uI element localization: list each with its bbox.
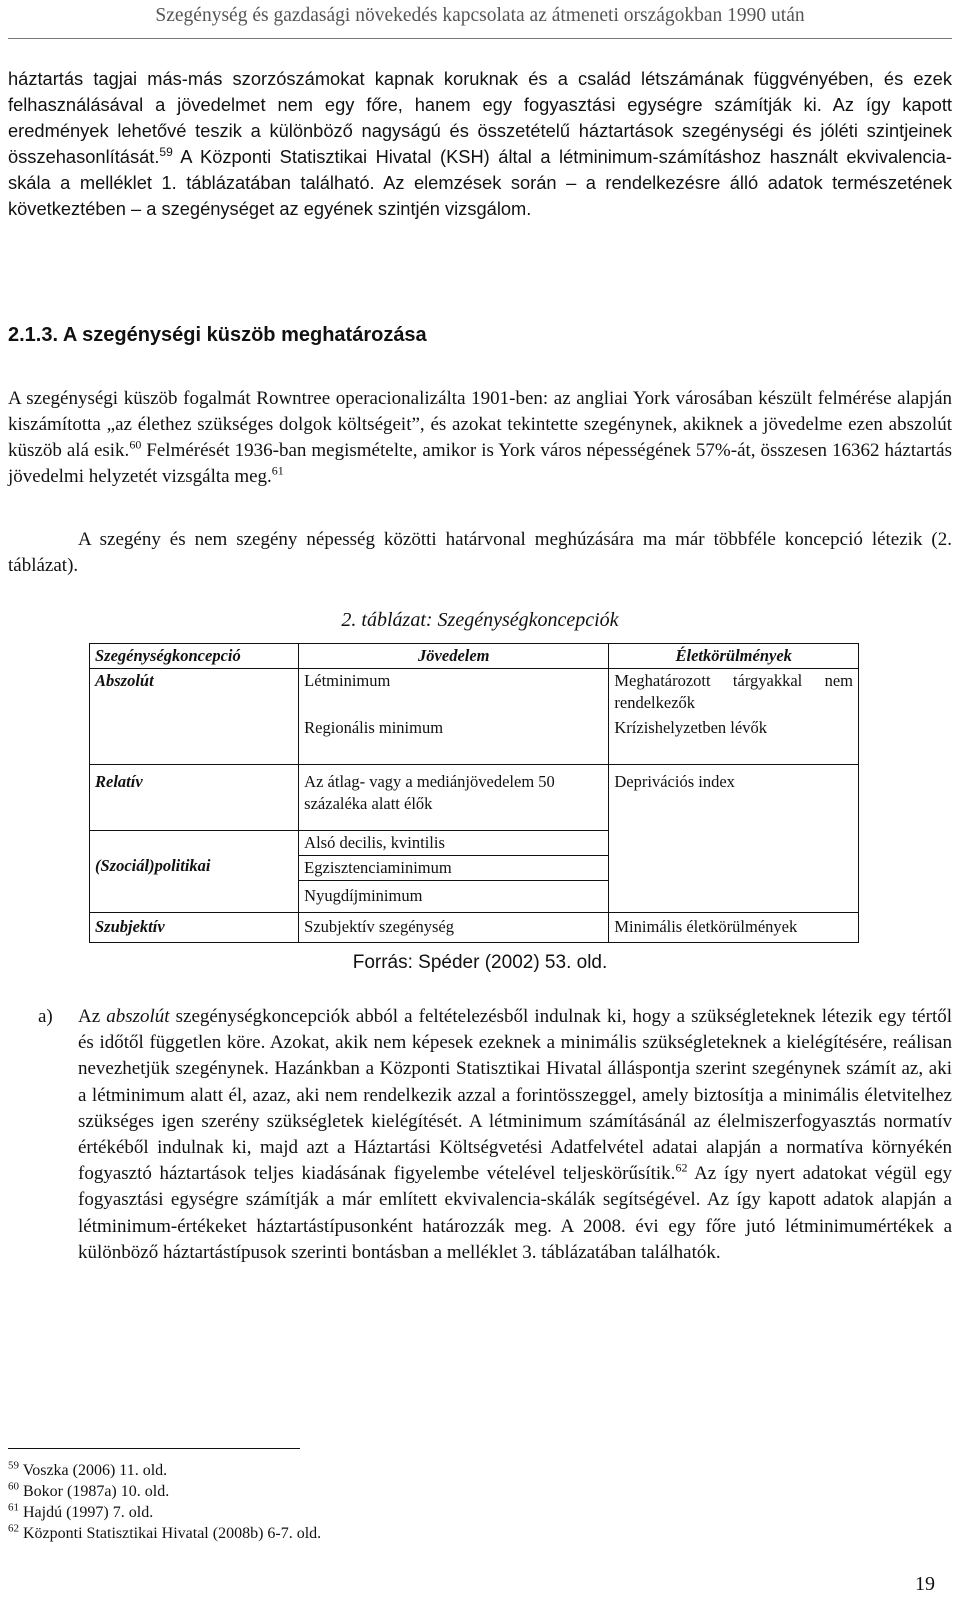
table-header-cell: Jövedelem <box>299 644 609 669</box>
table-row <box>90 669 859 716</box>
header-divider <box>8 38 952 39</box>
table-cell: Deprivációs index <box>609 764 859 912</box>
table-header-cell: Életkörülmények <box>609 644 859 669</box>
footnote-number: 62 <box>8 1522 19 1535</box>
table-cell: Relatív <box>90 764 299 830</box>
table-caption: 2. táblázat: Szegénységkoncepciók <box>341 609 619 631</box>
section-heading: 2.1.3. A szegénységi küszöb meghatározása <box>8 324 427 346</box>
list-item-a <box>38 1004 952 1266</box>
intro-paragraph <box>8 66 952 222</box>
table-source: Forrás: Spéder (2002) 53. old. <box>352 952 608 973</box>
footnote-ref-60[interactable]: 60 <box>129 437 142 452</box>
list-text-a: Az <box>78 1006 107 1027</box>
table-cell: Regionális minimum <box>299 715 609 764</box>
footnote-text: Központi Statisztikai Hivatal (2008b) 6-7. old. <box>23 1525 322 1542</box>
list-text-c: Az így nyert adatokat végül egy fogyasztási egységre számítják a már említett ekvivalencia-skálák segítségével. Az így kapott adatok alapján a létminimum-értékeket háztartástípusonként határozzák meg. A 2008. évi egy főre jutó létminimumértékek a különböző háztartástípusok szerinti bontásban a melléklet 3. táblázatában találhatók. <box>78 1163 952 1263</box>
intro-text-a: háztartás tagjai más-más szorzószámokat kapnak koruknak és a család létszámának függvényében, és ezek felhasználásával a jövedelmet nem egy főre, hanem egy fogyasztási egységre számítják ki. Az így kapott eredmények lehetővé teszik a különböző nagyságú és összetételű háztartások szegénységi és jóléti szintjeinek összehasonlítását. <box>8 68 952 167</box>
footnote-text: Bokor (1987a) 10. old. <box>23 1483 170 1500</box>
table-cell: Szubjektív szegénység <box>299 912 609 942</box>
table-cell: Egzisztenciaminimum <box>299 855 609 880</box>
list-text-b: szegénységkoncepciók abból a feltételezésből indulnak ki, hogy a szükségleteknek létezik egy tértől és időtől független köre. Azokat, akik nem képesek ezeknek a minimális szükségleteknek a kielégítésére, reálisan nevezhetjük szegénynek. Hazánkban a Központi Statisztikai Hivatal álláspontja szerint szegénynek számít az, aki a létminimum alatt él, azaz, aki nem rendelkezik azzal a forintösszeggel, amely biztosítja a minimális életvitelhez szükséges igen szerény szükségletek kielégítését. A létminimum számításánál az élelmiszerfogyasztás normatív értékéből indulnak ki, majd azt a Háztartási Költségvetési Adatfelvétel adatai alapján a normatíva környékén fogyasztó háztartások teljes kiadásának figyelembe vételével teljeskörűsítik. <box>78 1006 953 1185</box>
intro-text-b: A Központi Statisztikai Hivatal (KSH) által a létminimum-számításhoz használt ekvivalencia-skála a melléklet 1. táblázatában található. Az elemzések során – a rendelkezésre álló adatok természetének következtében – a szegénységet az egyének szintjén vizsgálom. <box>8 146 952 219</box>
poverty-concepts-table <box>89 643 859 943</box>
footnotes <box>8 1460 321 1544</box>
footnote-divider <box>8 1448 300 1449</box>
footnote <box>8 1460 321 1481</box>
running-header: Szegénység és gazdasági növekedés kapcsolata az átmeneti országokban 1990 után <box>155 5 805 26</box>
footnote-text: Hajdú (1997) 7. old. <box>23 1504 154 1521</box>
table-cell: Krízishelyzetben lévők <box>609 715 859 764</box>
table-cell: Létminimum <box>299 669 609 716</box>
table-cell: Meghatározott tárgyakkal nem rendelkezők <box>609 669 859 716</box>
footnote-text: Voszka (2006) 11. old. <box>22 1462 168 1479</box>
footnote-ref-61[interactable]: 61 <box>271 463 284 478</box>
table-cell: Szubjektív <box>90 912 299 942</box>
page-number: 19 <box>915 1573 935 1595</box>
footnote-ref-59[interactable]: 59 <box>159 144 173 159</box>
table-cell: Nyugdíjminimum <box>299 880 609 912</box>
table-header-row <box>90 644 859 669</box>
table-cell: (Szociál)politikai <box>90 830 299 912</box>
footnote <box>8 1481 321 1502</box>
table-cell: Minimális életkörülmények <box>609 912 859 942</box>
table-cell: Abszolút <box>90 669 299 765</box>
table-cell: Az átlag- vagy a mediánjövedelem 50 százaléka alatt élők <box>299 764 609 830</box>
footnote-ref-62[interactable]: 62 <box>675 1160 688 1175</box>
list-label: a) <box>38 1006 53 1027</box>
table-header-cell: Szegénységkoncepció <box>90 644 299 669</box>
footnote <box>8 1523 321 1544</box>
table-cell: Alsó decilis, kvintilis <box>299 830 609 855</box>
footnote-number: 61 <box>8 1501 19 1514</box>
list-text-italic: abszolút <box>106 1006 170 1027</box>
footnote-number: 60 <box>8 1480 19 1493</box>
table-row <box>90 912 859 942</box>
footnote <box>8 1502 321 1523</box>
para1-text-b: Felmérését 1936-ban megismételte, amikor is York város népességének 57%-át, összesen 16362 háztartás jövedelmi helyzetét vizsgálta meg. <box>8 440 952 487</box>
table-row <box>90 764 859 830</box>
para1-text-a: A szegénységi küszöb fogalmát Rowntree operacionalizálta 1901-ben: az angliai York városában készült felmérése alapján kiszámította „az élethez szükséges dolgok költségeit”, és azokat tekintette szegénynek, akiknek a jövedelme ezen abszolút küszöb alá esik. <box>8 388 952 461</box>
footnote-number: 59 <box>8 1459 19 1472</box>
list-item-body <box>78 1004 952 1266</box>
paragraph-concepts: A szegény és nem szegény népesség közötti határvonal meghúzására ma már többféle koncepció létezik (2. táblázat). <box>8 529 952 576</box>
paragraph-rowntree <box>8 386 952 490</box>
